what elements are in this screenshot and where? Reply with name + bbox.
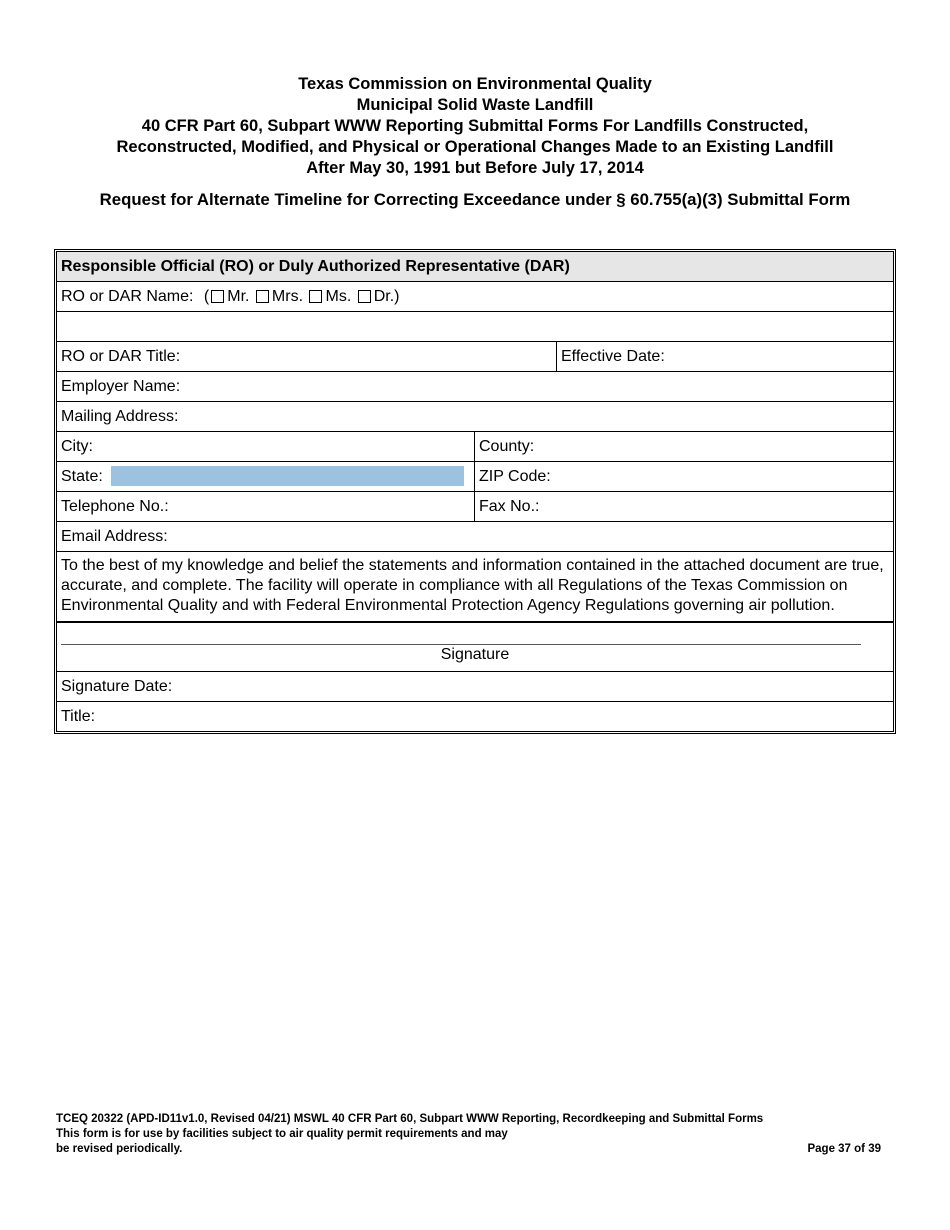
- state-cell: [57, 462, 475, 491]
- name-label: RO or DAR Name:: [61, 288, 194, 305]
- page-number: Page 37 of 39: [807, 1143, 881, 1155]
- employer-row[interactable]: [57, 371, 893, 401]
- telephone-label: Telephone No.:: [61, 498, 169, 515]
- section-header: Responsible Official (RO) or Duly Authorized Representative (DAR): [61, 258, 570, 275]
- name-entry-row[interactable]: [57, 311, 893, 341]
- regulation-line-2: Reconstructed, Modified, and Physical or Operational Changes Made to an Existing Landfill: [116, 138, 834, 156]
- ro-dar-form: [54, 249, 896, 734]
- fax-label: Fax No.:: [479, 498, 540, 515]
- state-dropdown[interactable]: [111, 466, 464, 486]
- certification-statement: To the best of my knowledge and belief the statements and information contained in the attached document are true, accurate, and complete. The facility will operate in compliance with all Regulations of the Texas Commission on Environmental Quality and with Federal Environmental Protection Agency Regulations governing air pollution.: [57, 551, 893, 621]
- agency-name: Texas Commission on Environmental Quality: [298, 75, 652, 93]
- ms-label: Ms.: [325, 288, 352, 305]
- title-cell[interactable]: [57, 342, 557, 371]
- mrs-checkbox[interactable]: [256, 290, 269, 303]
- section-header-row: [57, 252, 893, 281]
- title-label: RO or DAR Title:: [61, 348, 181, 365]
- signature-date-label: Signature Date:: [61, 678, 173, 695]
- regulation-line-3: After May 30, 1991 but Before July 17, 2014: [306, 159, 644, 177]
- state-row: [57, 461, 893, 491]
- state-label: State:: [61, 468, 103, 485]
- effective-date-cell[interactable]: [557, 342, 669, 371]
- phone-row: [57, 491, 893, 521]
- county-label: County:: [479, 438, 535, 455]
- email-label: Email Address:: [61, 528, 168, 545]
- mr-label: Mr.: [227, 288, 250, 305]
- city-label: City:: [61, 438, 93, 455]
- city-cell[interactable]: [57, 432, 475, 461]
- mailing-label: Mailing Address:: [61, 408, 179, 425]
- regulation-line-1: 40 CFR Part 60, Subpart WWW Reporting Submittal Forms For Landfills Constructed,: [141, 117, 809, 135]
- ms-checkbox[interactable]: [309, 290, 322, 303]
- signature-line: [61, 644, 861, 645]
- document-header: [0, 74, 950, 179]
- program-name: Municipal Solid Waste Landfill: [356, 96, 594, 114]
- title2-label: Title:: [61, 708, 96, 725]
- name-row: [57, 281, 893, 311]
- dr-checkbox[interactable]: [358, 290, 371, 303]
- mailing-row[interactable]: [57, 401, 893, 431]
- signature-label: Signature: [440, 646, 510, 663]
- telephone-cell[interactable]: [57, 492, 475, 521]
- effective-date-label: Effective Date:: [561, 348, 665, 365]
- paren-open: (: [203, 288, 210, 305]
- signature-row[interactable]: [57, 621, 893, 671]
- zip-label: ZIP Code:: [479, 468, 551, 485]
- email-row[interactable]: [57, 521, 893, 551]
- zip-cell[interactable]: [475, 462, 555, 491]
- title-row: [57, 341, 893, 371]
- name-cell: [57, 282, 404, 311]
- signature-date-row[interactable]: [57, 671, 893, 701]
- employer-label: Employer Name:: [61, 378, 181, 395]
- document-footer: [56, 1112, 881, 1157]
- footer-note-2: be revised periodically.: [56, 1143, 183, 1155]
- city-row: [57, 431, 893, 461]
- dr-label: Dr.): [373, 288, 400, 305]
- footer-form-id: TCEQ 20322 (APD-ID11v1.0, Revised 04/21) MSWL 40 CFR Part 60, Subpart WWW Reporting, Recordkeeping and Submittal Forms: [56, 1113, 764, 1125]
- form-title: Request for Alternate Timeline for Correcting Exceedance under § 60.755(a)(3) Submittal Form: [99, 190, 851, 209]
- title2-row[interactable]: [57, 701, 893, 731]
- mrs-label: Mrs.: [271, 288, 304, 305]
- mr-checkbox[interactable]: [211, 290, 224, 303]
- fax-cell[interactable]: [475, 492, 543, 521]
- county-cell[interactable]: [475, 432, 538, 461]
- footer-note-1: This form is for use by facilities subject to air quality permit requirements and may: [56, 1128, 508, 1140]
